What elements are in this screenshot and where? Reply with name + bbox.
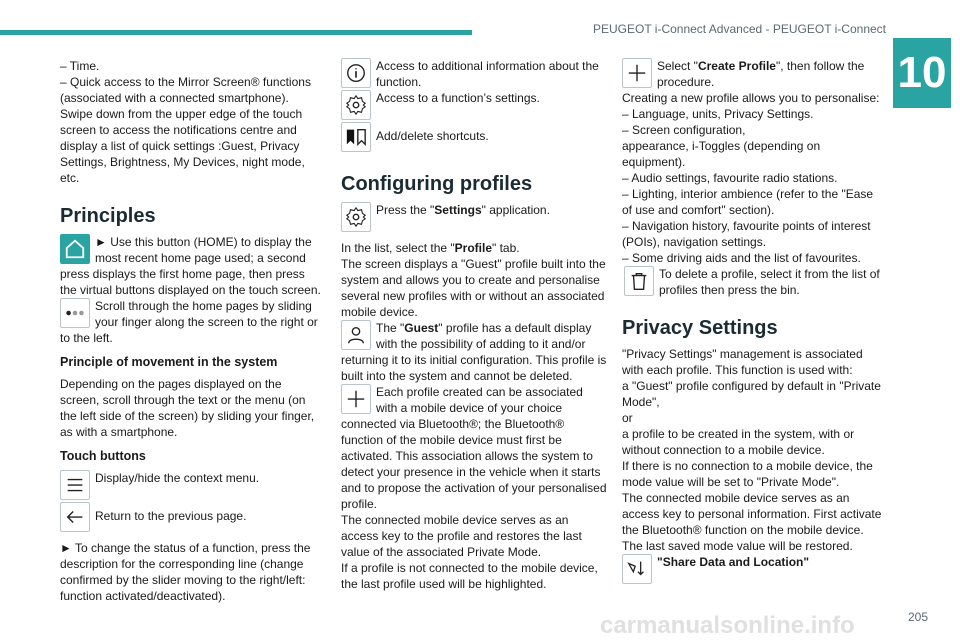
paragraph-guest-screen: The screen displays a "Guest" profile built into the system and allows you to create and personalise several new profiles with or without an associated mobile device.: [341, 257, 606, 319]
paragraph-delete-profile: To delete a profile, select it from the list of profiles then press the bin.: [659, 267, 880, 297]
heading-movement: Principle of movement in the system: [60, 355, 278, 369]
back-arrow-icon: [60, 502, 90, 532]
paragraph-swipe: Swipe down from the upper edge of the touch screen to access the notifications centre and display a list of quick settings :Guest, Privacy Settings, Brightness, My Devices, night mode, etc.: [60, 107, 305, 185]
paragraph-or: or: [622, 411, 633, 425]
gear-icon: [341, 202, 371, 232]
list-item-language: – Language, units, Privacy Settings.: [622, 107, 814, 121]
column-1: [60, 58, 322, 604]
list-item-lighting: – Lighting, interior ambience (refer to the "Ease of use and comfort" section).: [622, 187, 874, 217]
list-item-appearance: appearance, i-Toggles (depending on equipment).: [622, 139, 821, 169]
paragraph-home: ► Use this button (HOME) to display the most recent home page used; a second press displays the first home page, then press the virtual buttons displayed on the touch screen.: [60, 235, 321, 297]
paragraph-info: Access to additional information about the function.: [376, 59, 599, 89]
list-item-audio: – Audio settings, favourite radio stations.: [622, 171, 838, 185]
gear-icon: [341, 90, 371, 120]
column-3: [622, 58, 886, 586]
page-dots-icon: [60, 298, 90, 328]
share-location-icon: [622, 554, 652, 584]
list-item-navigation: – Navigation history, favourite points of interest (POIs), navigation settings.: [622, 219, 871, 249]
paragraph-not-connected: If a profile is not connected to the mobile device, the last profile used will be highlighted.: [341, 561, 598, 591]
paragraph-share-data: "Share Data and Location": [657, 555, 810, 569]
paragraph-connected-device: The connected mobile device serves as an access key to the profile and restores the last value of the associated Private Mode.: [341, 513, 582, 559]
header-title: PEUGEOT i-Connect Advanced - PEUGEOT i-Connect: [592, 22, 886, 36]
paragraph-scroll: Scroll through the home pages by sliding your finger along the screen to the right or to the left.: [60, 299, 318, 345]
paragraph-movement: Depending on the pages displayed on the screen, scroll through the text or the menu (on the left side of the screen) by sliding your finger, as with a smartphone.: [60, 377, 315, 439]
paragraph-privacy-4: If there is no connection to a mobile device, the mode value will be set to "Private Mode".: [622, 459, 873, 489]
paragraph-privacy-1: "Privacy Settings" management is associated with each profile. This function is used with:: [622, 347, 863, 377]
paragraph-create-profile: Select "Create Profile", then follow the procedure.: [657, 59, 865, 89]
paragraph-guest-profile: The "Guest" profile has a default display with the possibility of adding to it and/or returning it to its initial configuration. This profile is built into the system and cannot be deleted.: [341, 321, 607, 383]
paragraph-privacy-3: a profile to be created in the system, with or without connection to a mobile device.: [622, 427, 855, 457]
bin-icon: [624, 266, 654, 296]
watermark: carmanualsonline.info: [600, 612, 855, 639]
paragraph-status: ► To change the status of a function, press the description for the corresponding line (change confirmed by the slider moving to the right/left: function activated/deactivated).: [60, 541, 311, 603]
list-item-screen: – Screen configuration,: [622, 123, 746, 137]
list-item-mirror: – Quick access to the Mirror Screen® functions (associated with a connected smartphone).: [60, 75, 311, 105]
paragraph-select-profile: In the list, select the "Profile" tab.: [341, 241, 520, 255]
bookmark-shortcut-icon: [341, 122, 371, 152]
chapter-number: 10: [893, 38, 951, 108]
list-item-driving: – Some driving aids and the list of favourites.: [622, 251, 861, 265]
plus-icon: [341, 384, 371, 414]
header-accent-bar: [0, 30, 472, 35]
info-icon: [341, 58, 371, 88]
paragraph-press-settings: Press the "Settings" application.: [376, 203, 550, 217]
page-number: 205: [908, 610, 929, 624]
paragraph-each-profile: Each profile created can be associated with a mobile device of your choice connected via Bluetooth®; the Bluetooth® function of the mobile device must first be activated. This association allows the system to detect your presence in the vehicle when it starts and to propose the activation of your personalised profile.: [341, 385, 607, 511]
heading-configuring-profiles: Configuring profiles: [341, 173, 533, 195]
paragraph-creating: Creating a new profile allows you to personalise:: [622, 91, 880, 105]
paragraph-privacy-2: a "Guest" profile configured by default in "Private Mode",: [622, 379, 881, 409]
paragraph-back: Return to the previous page.: [95, 509, 247, 523]
paragraph-shortcuts: Add/delete shortcuts.: [376, 129, 489, 143]
paragraph-privacy-6: The last saved mode value will be restored.: [622, 539, 853, 553]
paragraph-settings: Access to a function’s settings.: [376, 91, 540, 105]
user-icon: [341, 320, 371, 350]
paragraph-menu: Display/hide the context menu.: [95, 471, 260, 485]
plus-icon: [622, 58, 652, 88]
heading-principles: Principles: [60, 205, 156, 227]
heading-privacy-settings: Privacy Settings: [622, 317, 778, 339]
home-icon: [60, 234, 90, 264]
list-item-time: – Time.: [60, 59, 100, 73]
hamburger-menu-icon: [60, 470, 90, 500]
paragraph-privacy-5: The connected mobile device serves as an access key to personal information. First activate the Bluetooth® function on the mobile device.: [622, 491, 882, 537]
heading-touch-buttons: Touch buttons: [60, 449, 146, 463]
column-2: [341, 58, 607, 592]
